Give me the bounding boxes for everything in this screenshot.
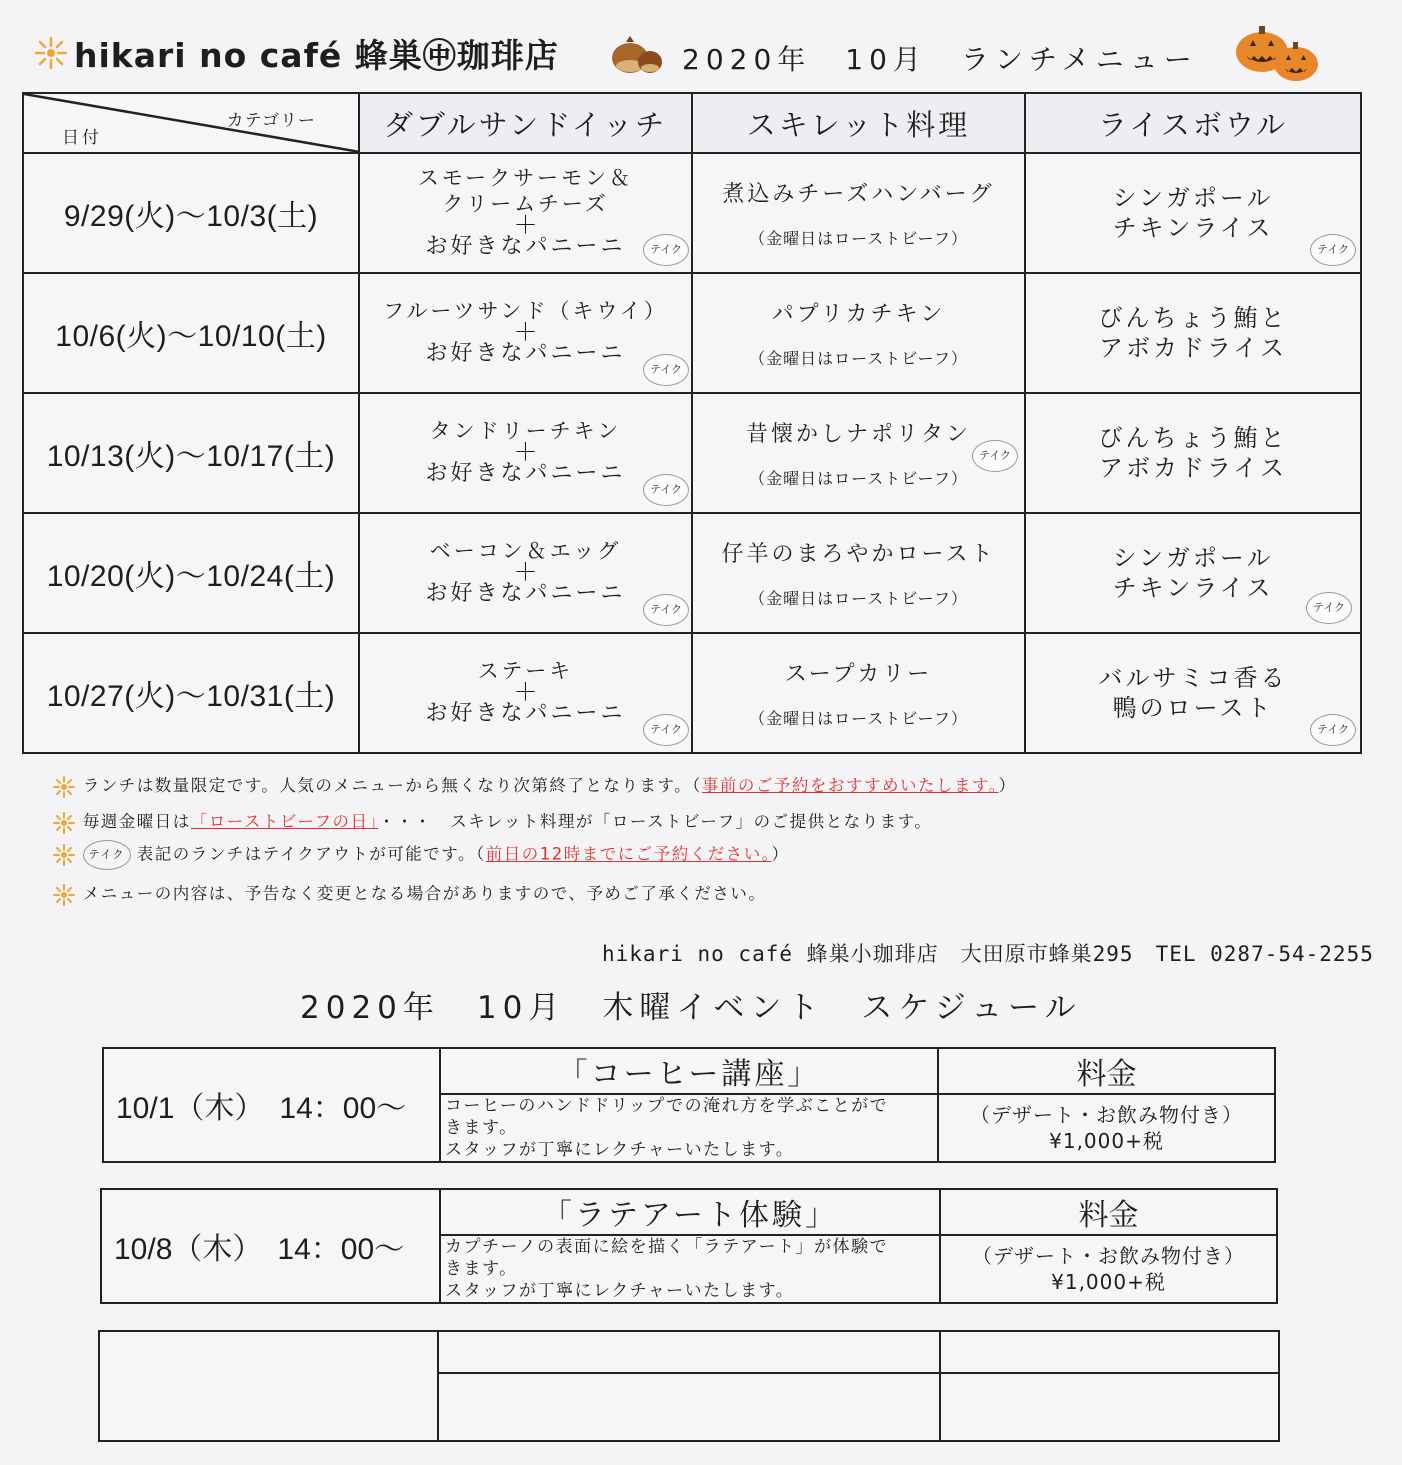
lunch-menu-table: [22, 92, 1362, 754]
event-description: [440, 1235, 940, 1303]
plus-sign: ＋: [513, 211, 538, 239]
event-name: 「コーヒー講座」: [440, 1048, 938, 1094]
week-date: 10/13(火)～10/17(土): [23, 393, 359, 513]
note-text-end: ・・・ スキレット料理が「ローストビーフ」のご提供となります。: [378, 812, 933, 831]
note-red-text: 事前のご予約をおすすめいたします。: [701, 776, 999, 795]
event-table: [100, 1188, 1278, 1304]
panini-option: お好きなパニーニ: [425, 581, 626, 606]
event-description-line: カプチーノの表面に絵を描く「ラテアート」が体験で: [445, 1237, 889, 1257]
rice-bowl-cell: [1025, 153, 1361, 273]
skillet-dish: 昔懐かしナポリタン: [745, 422, 971, 447]
takeout-badge: テイク: [643, 714, 689, 746]
rice-bowl-cell: [1025, 273, 1361, 393]
empty-cell: [438, 1331, 940, 1373]
plus-sign: ＋: [513, 558, 538, 586]
note-text: 表記のランチはテイクアウトが可能です。（: [136, 844, 486, 864]
event-schedule-title: 2020年 10月 木曜イベント スケジュール: [300, 990, 1082, 1026]
week-date: 9/29(火)～10/3(土): [23, 153, 359, 273]
panini-option: お好きなパニーニ: [425, 341, 626, 366]
empty-event-table: [98, 1330, 1280, 1442]
sandwich-cell: [359, 633, 692, 753]
fee-cell: [940, 1235, 1277, 1303]
panini-option: お好きなパニーニ: [425, 461, 626, 486]
skillet-dish: 煮込みチーズハンバーグ: [722, 182, 995, 207]
sandwich-name: スモークサーモン＆: [417, 166, 634, 190]
skillet-dish: スープカリー: [784, 662, 933, 687]
plus-sign: ＋: [513, 438, 538, 466]
empty-cell: [99, 1331, 438, 1441]
event-description-line: スタッフが丁寧にレクチャーいたします。: [445, 1281, 795, 1301]
note-takeout: [52, 840, 789, 870]
rice-bowl-dish-line2: チキンライス: [1112, 574, 1274, 602]
sandwich-cell: [359, 513, 692, 633]
pumpkin-icon: [1232, 22, 1324, 86]
rice-bowl-dish-line2: アボカドライス: [1098, 454, 1288, 482]
note-red-text: 「ローストビーフの日」: [190, 812, 379, 831]
column-header-sandwich: ダブルサンドイッチ: [359, 93, 692, 153]
week-date: 10/27(火)～10/31(土): [23, 633, 359, 753]
takeout-badge: テイク: [1306, 592, 1352, 624]
sandwich-name: フルーツサンド（キウイ）: [383, 299, 668, 323]
skillet-friday-note: （金曜日はローストビーフ）: [749, 589, 968, 608]
skillet-cell: [692, 633, 1025, 753]
fee-price: ¥1,000+税: [1049, 1129, 1164, 1153]
chestnut-icon: [608, 32, 666, 80]
takeout-badge: テイク: [83, 840, 131, 870]
sandwich-cell: [359, 153, 692, 273]
week-date: 10/6(火)～10/10(土): [23, 273, 359, 393]
rice-bowl-dish-line2: アボカドライス: [1098, 334, 1288, 362]
fee-note: （デザート・お飲み物付き）: [970, 1103, 1243, 1127]
skillet-cell: [692, 393, 1025, 513]
event-description-line: スタッフが丁寧にレクチャーいたします。: [445, 1140, 795, 1160]
rice-bowl-cell: [1025, 393, 1361, 513]
note-text-end: ）: [998, 776, 1017, 795]
event-description: [440, 1094, 938, 1162]
takeout-badge: テイク: [643, 594, 689, 626]
fee-cell: [938, 1094, 1275, 1162]
note-limited-quantity: [52, 772, 1016, 798]
skillet-dish: 仔羊のまろやかロースト: [721, 542, 996, 567]
fee-price: ¥1,000+税: [1051, 1270, 1166, 1294]
event-date: 10/1（木） 14：00～: [103, 1048, 440, 1162]
takeout-badge: テイク: [643, 354, 689, 386]
note-text: メニューの内容は、予告なく変更となる場合がありますので、予めご了承ください。: [82, 884, 767, 903]
skillet-cell: [692, 153, 1025, 273]
sandwich-name: ステーキ: [477, 659, 574, 683]
corner-date-label: 日付: [62, 128, 102, 148]
corner-category-label: カテゴリー: [226, 111, 316, 131]
sun-icon: [52, 812, 76, 834]
event-description-line: コーヒーのハンドドリップでの淹れ方を学ぶことがで: [445, 1096, 889, 1116]
event-description-line: きます。: [445, 1259, 518, 1279]
event-description-line: きます。: [445, 1118, 518, 1138]
rice-bowl-dish: シンガポール: [1112, 184, 1274, 212]
skillet-friday-note: （金曜日はローストビーフ）: [749, 349, 968, 368]
plus-sign: ＋: [513, 678, 538, 706]
event-table: [102, 1047, 1276, 1163]
menu-row: [23, 273, 1361, 393]
rice-bowl-dish: シンガポール: [1112, 544, 1274, 572]
skillet-dish: パプリカチキン: [771, 302, 946, 327]
sandwich-name: タンドリーチキン: [429, 419, 622, 443]
skillet-friday-note: （金曜日はローストビーフ）: [749, 229, 968, 248]
sun-icon: [34, 36, 68, 70]
fee-label: 料金: [940, 1189, 1277, 1235]
column-header-skillet: スキレット料理: [692, 93, 1025, 153]
plus-sign: ＋: [513, 318, 538, 346]
note-text: ランチは数量限定です。人気のメニューから無くなり次第終了となります。（: [82, 776, 702, 795]
note-menu-change: [52, 880, 766, 906]
menu-title: 2020年 10月 ランチメニュー: [682, 43, 1198, 76]
rice-bowl-dish-line2: 鴨のロースト: [1112, 694, 1274, 722]
empty-cell: [940, 1331, 1279, 1373]
empty-cell: [438, 1373, 940, 1441]
corner-cell: [23, 93, 359, 153]
fee-label: 料金: [938, 1048, 1275, 1094]
empty-cell: [940, 1373, 1279, 1441]
sun-icon: [52, 884, 76, 906]
skillet-friday-note: （金曜日はローストビーフ）: [749, 709, 968, 728]
rice-bowl-dish: びんちょう鮪と: [1098, 424, 1288, 452]
sandwich-name-line2: クリームチーズ: [442, 192, 609, 216]
rice-bowl-cell: [1025, 513, 1361, 633]
sun-icon: [52, 844, 76, 866]
rice-bowl-dish: バルサミコ香る: [1098, 664, 1288, 692]
menu-row: [23, 153, 1361, 273]
menu-row: [23, 633, 1361, 753]
header-row: [23, 93, 1361, 153]
menu-row: [23, 513, 1361, 633]
note-red-text: 前日の12時までにご予約ください。: [485, 844, 772, 864]
skillet-cell: [692, 273, 1025, 393]
note-text: 毎週金曜日は: [82, 812, 191, 831]
column-header-rice-bowl: ライスボウル: [1025, 93, 1361, 153]
rice-bowl-cell: [1025, 633, 1361, 753]
skillet-friday-note: （金曜日はローストビーフ）: [749, 469, 968, 488]
sun-icon: [52, 776, 76, 798]
sandwich-name: ベーコン＆エッグ: [429, 539, 622, 563]
panini-option: お好きなパニーニ: [425, 234, 626, 259]
note-text-end: ）: [771, 844, 790, 864]
fee-note: （デザート・お飲み物付き）: [972, 1244, 1245, 1268]
takeout-badge: テイク: [972, 440, 1018, 472]
rice-bowl-dish: びんちょう鮪と: [1098, 304, 1288, 332]
note-roast-beef-day: [52, 808, 932, 834]
event-name: 「ラテアート体験」: [440, 1189, 940, 1235]
sandwich-cell: [359, 393, 692, 513]
takeout-badge: テイク: [1310, 234, 1356, 266]
menu-row: [23, 393, 1361, 513]
cafe-name: hikari no café 蜂巣㊥珈琲店: [74, 36, 559, 75]
takeout-badge: テイク: [1310, 714, 1356, 746]
sandwich-cell: [359, 273, 692, 393]
skillet-cell: [692, 513, 1025, 633]
week-date: 10/20(火)～10/24(土): [23, 513, 359, 633]
takeout-badge: テイク: [643, 474, 689, 506]
event-date: 10/8（木） 14：00～: [101, 1189, 440, 1303]
panini-option: お好きなパニーニ: [425, 701, 626, 726]
takeout-badge: テイク: [643, 234, 689, 266]
cafe-address: hikari no café 蜂巣小珈琲店 大田原市蜂巣295 TEL 0287-54-2255: [602, 942, 1374, 966]
rice-bowl-dish-line2: チキンライス: [1112, 214, 1274, 242]
